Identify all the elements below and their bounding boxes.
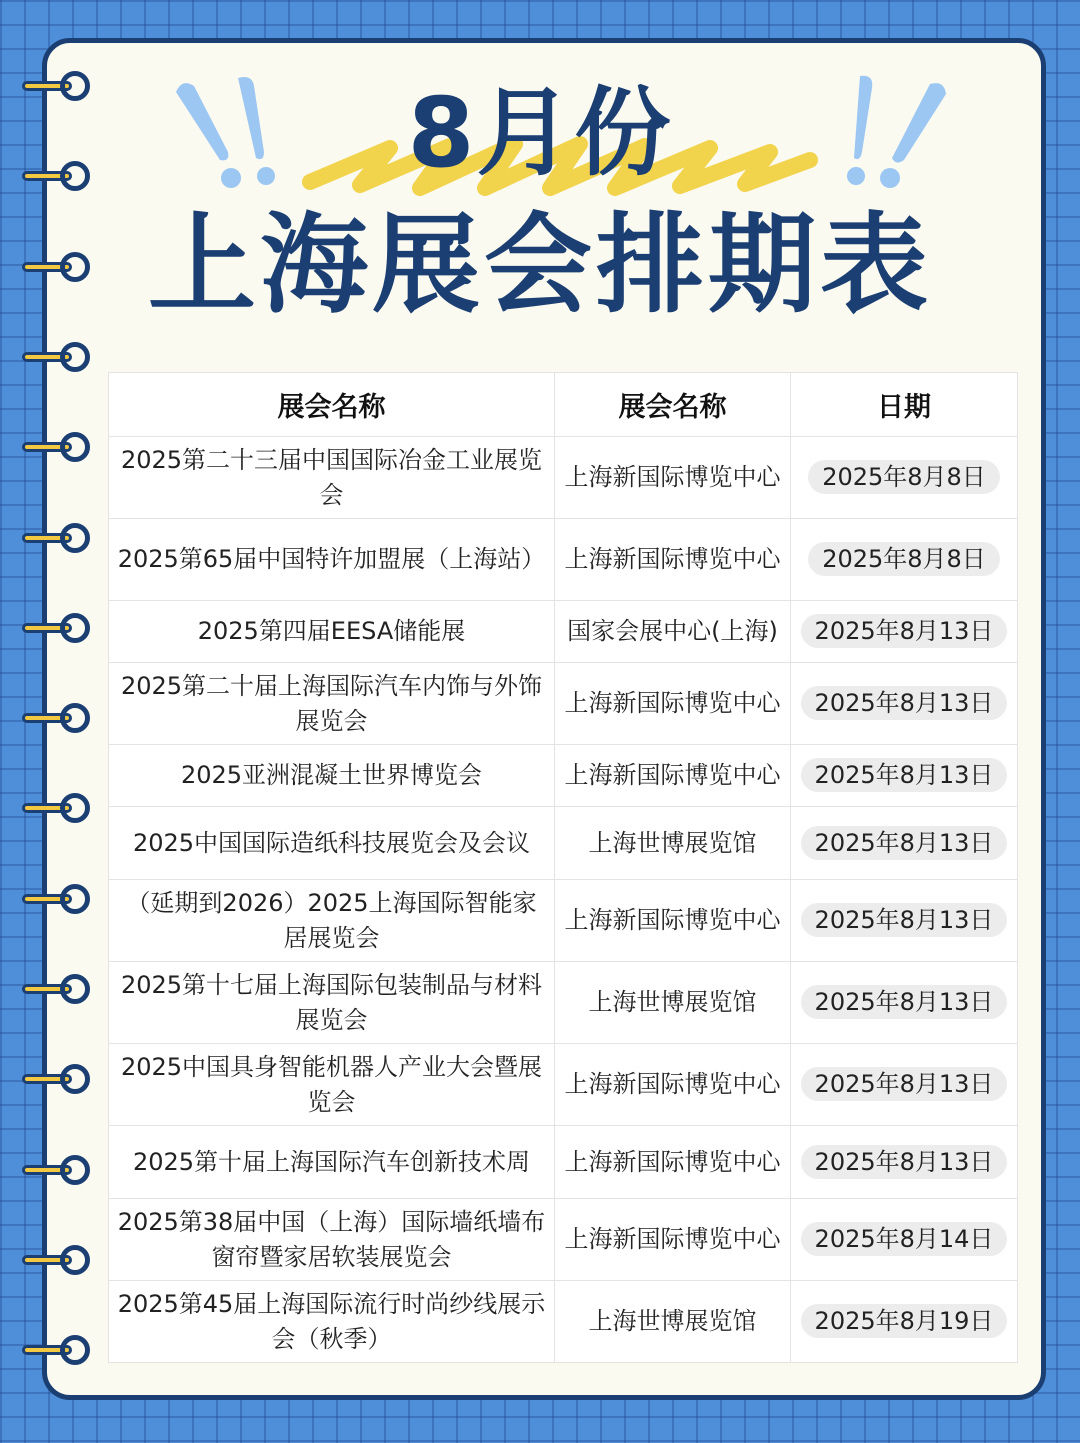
exhibition-venue: 上海新国际博览中心 bbox=[555, 437, 791, 519]
table-row bbox=[109, 807, 1018, 880]
date-badge: 2025年8月13日 bbox=[801, 614, 1008, 648]
exhibition-date-cell bbox=[791, 807, 1018, 880]
column-header-name: 展会名称 bbox=[109, 373, 555, 437]
binding-ring bbox=[22, 884, 84, 914]
table-row bbox=[109, 1126, 1018, 1199]
exhibition-name: 2025第四届EESA储能展 bbox=[109, 601, 555, 663]
exhibition-venue: 上海新国际博览中心 bbox=[555, 1126, 791, 1199]
exhibition-venue: 上海新国际博览中心 bbox=[555, 880, 791, 962]
exhibition-venue: 上海新国际博览中心 bbox=[555, 1044, 791, 1126]
date-badge: 2025年8月13日 bbox=[801, 1067, 1008, 1101]
exhibition-name: （延期到2026）2025上海国际智能家居展览会 bbox=[109, 880, 555, 962]
table-row bbox=[109, 745, 1018, 807]
exhibition-date-cell bbox=[791, 745, 1018, 807]
exhibition-date-cell bbox=[791, 962, 1018, 1044]
exhibition-name: 2025亚洲混凝土世界博览会 bbox=[109, 745, 555, 807]
date-badge: 2025年8月13日 bbox=[801, 826, 1008, 860]
table-row bbox=[109, 601, 1018, 663]
exhibition-schedule-table bbox=[108, 372, 1018, 1363]
column-header-venue: 展会名称 bbox=[555, 373, 791, 437]
exhibition-date-cell bbox=[791, 519, 1018, 601]
exhibition-date-cell bbox=[791, 1199, 1018, 1281]
binding-ring bbox=[22, 523, 84, 553]
exhibition-venue: 上海世博展览馆 bbox=[555, 962, 791, 1044]
exhibition-venue: 上海世博展览馆 bbox=[555, 807, 791, 880]
binding-ring bbox=[22, 1064, 84, 1094]
binding-ring bbox=[22, 342, 84, 372]
exhibition-date-cell bbox=[791, 880, 1018, 962]
exhibition-name: 2025中国具身智能机器人产业大会暨展览会 bbox=[109, 1044, 555, 1126]
date-badge: 2025年8月19日 bbox=[801, 1304, 1008, 1338]
binding-ring bbox=[22, 1245, 84, 1275]
exhibition-date-cell bbox=[791, 1126, 1018, 1199]
table-row bbox=[109, 1281, 1018, 1363]
exhibition-venue: 上海新国际博览中心 bbox=[555, 1199, 791, 1281]
table-header-row bbox=[109, 373, 1018, 437]
exhibition-name: 2025第十届上海国际汽车创新技术周 bbox=[109, 1126, 555, 1199]
date-badge: 2025年8月8日 bbox=[808, 542, 1000, 576]
page-title-month: 8月份 bbox=[407, 77, 673, 189]
exhibition-venue: 国家会展中心(上海) bbox=[555, 601, 791, 663]
date-badge: 2025年8月14日 bbox=[801, 1222, 1008, 1256]
binding-ring bbox=[22, 613, 84, 643]
exhibition-venue: 上海世博展览馆 bbox=[555, 1281, 791, 1363]
date-badge: 2025年8月8日 bbox=[808, 460, 1000, 494]
table-row bbox=[109, 519, 1018, 601]
exhibition-venue: 上海新国际博览中心 bbox=[555, 745, 791, 807]
binding-ring bbox=[22, 974, 84, 1004]
table-row bbox=[109, 880, 1018, 962]
date-badge: 2025年8月13日 bbox=[801, 686, 1008, 720]
exhibition-name: 2025第二十届上海国际汽车内饰与外饰展览会 bbox=[109, 663, 555, 745]
binding-ring bbox=[22, 793, 84, 823]
exhibition-name: 2025中国国际造纸科技展览会及会议 bbox=[109, 807, 555, 880]
table-row bbox=[109, 962, 1018, 1044]
exhibition-date-cell bbox=[791, 437, 1018, 519]
exhibition-date-cell bbox=[791, 663, 1018, 745]
exhibition-date-cell bbox=[791, 1044, 1018, 1126]
table-row bbox=[109, 663, 1018, 745]
column-header-date: 日期 bbox=[791, 373, 1018, 437]
exhibition-name: 2025第38届中国（上海）国际墙纸墙布窗帘暨家居软装展览会 bbox=[109, 1199, 555, 1281]
table-row bbox=[109, 1044, 1018, 1126]
page-title-main: 上海展会排期表 bbox=[147, 203, 932, 328]
binding-ring bbox=[22, 1155, 84, 1185]
date-badge: 2025年8月13日 bbox=[801, 758, 1008, 792]
exhibition-name: 2025第十七届上海国际包装制品与材料展览会 bbox=[109, 962, 555, 1044]
exhibition-date-cell bbox=[791, 1281, 1018, 1363]
exhibition-venue: 上海新国际博览中心 bbox=[555, 663, 791, 745]
exhibition-date-cell bbox=[791, 601, 1018, 663]
binding-ring bbox=[22, 1335, 84, 1365]
exhibition-name: 2025第45届上海国际流行时尚纱线展示会（秋季） bbox=[109, 1281, 555, 1363]
binding-ring bbox=[22, 703, 84, 733]
table-row bbox=[109, 1199, 1018, 1281]
date-badge: 2025年8月13日 bbox=[801, 903, 1008, 937]
date-badge: 2025年8月13日 bbox=[801, 985, 1008, 1019]
date-badge: 2025年8月13日 bbox=[801, 1145, 1008, 1179]
exhibition-name: 2025第二十三届中国国际冶金工业展览会 bbox=[109, 437, 555, 519]
exhibition-name: 2025第65届中国特许加盟展（上海站） bbox=[109, 519, 555, 601]
exhibition-venue: 上海新国际博览中心 bbox=[555, 519, 791, 601]
binding-ring bbox=[22, 432, 84, 462]
table-row bbox=[109, 437, 1018, 519]
